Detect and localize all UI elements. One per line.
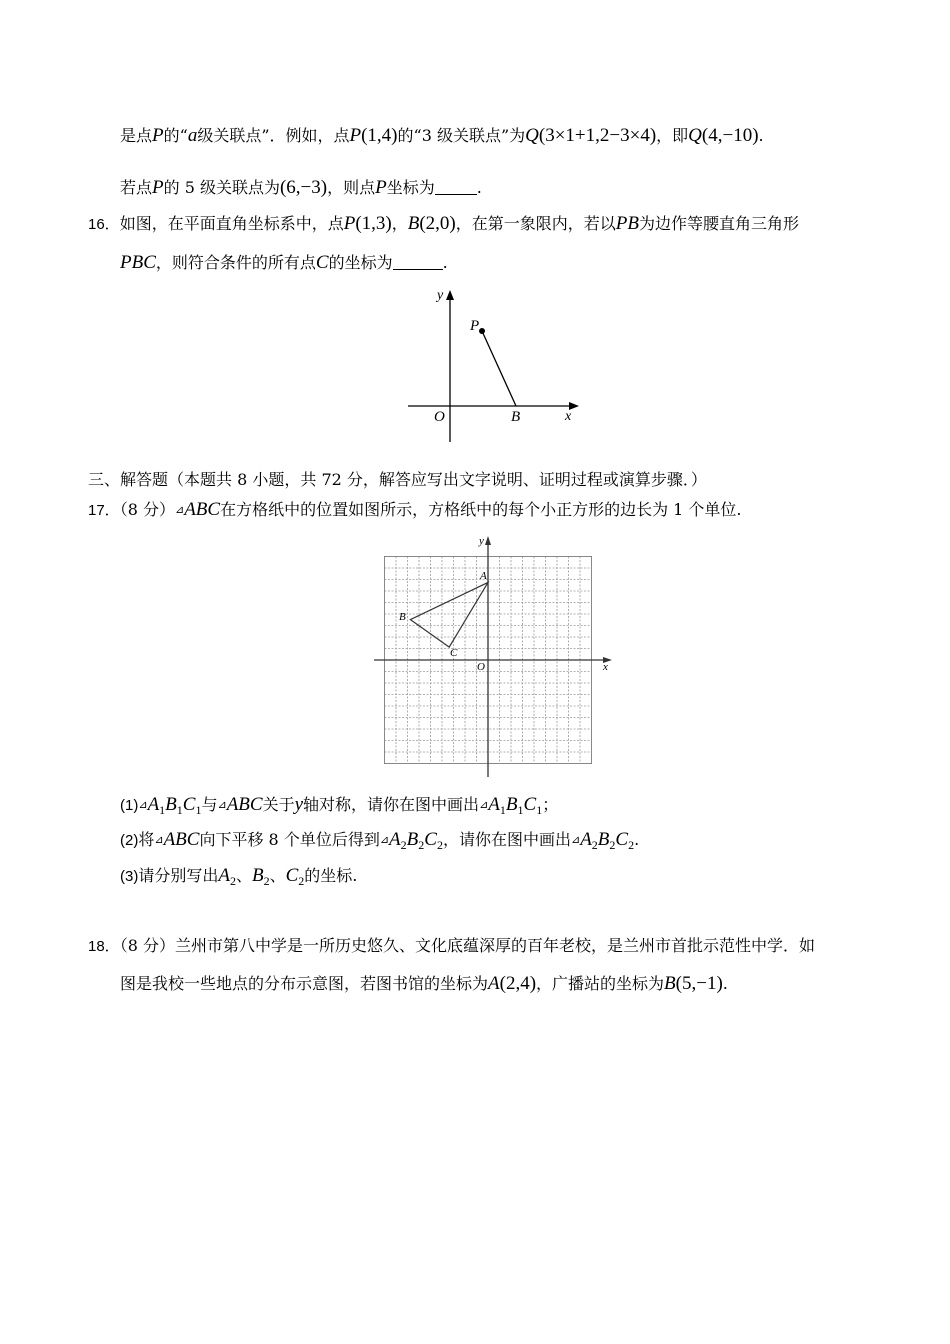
var-A: A: [218, 865, 230, 886]
label-C: C: [450, 647, 458, 659]
subscript: 2: [263, 874, 270, 888]
section-heading: [88, 468, 707, 492]
text: 向下平移 8 个单位后得到: [199, 830, 380, 849]
label-P: P: [470, 318, 480, 334]
text: .: [442, 253, 448, 272]
q16-line2: [120, 251, 448, 275]
text: 坐标为: [386, 178, 435, 197]
label-B: B: [399, 611, 406, 623]
q17-line1: [88, 498, 742, 523]
var-B: B: [505, 794, 518, 815]
q17-part2: [120, 828, 639, 857]
var-B: B: [597, 829, 610, 850]
text: 将: [138, 830, 155, 849]
var-B: B: [406, 829, 419, 850]
var-C: C: [523, 794, 537, 815]
score: （8 分）: [119, 936, 175, 955]
var-B: B: [664, 973, 676, 994]
point-P: [479, 328, 485, 334]
question-number: 18．: [88, 938, 120, 955]
coord-B: (5,−1): [675, 973, 723, 994]
label-O: O: [477, 661, 485, 673]
subscript: 2: [591, 838, 598, 852]
triangle-symbol: ⊿: [217, 798, 227, 811]
y-axis-arrow: [446, 290, 454, 300]
q15-line1: [120, 124, 764, 148]
var-A: A: [580, 829, 592, 850]
var-ABC: ABC: [184, 499, 221, 520]
score: （8 分）: [119, 500, 175, 519]
text: 是点: [120, 126, 153, 145]
var-P: P: [343, 213, 356, 234]
var-P: P: [375, 177, 387, 198]
coord-P: (1,3): [355, 213, 392, 234]
text: 与: [201, 795, 218, 814]
label-y: y: [479, 535, 484, 547]
coord-A: (2,4): [499, 973, 537, 994]
q16-line1: [88, 212, 799, 237]
text: 的“: [163, 126, 188, 145]
var-A: A: [488, 973, 500, 994]
text: ，则点: [327, 178, 376, 197]
label-O: O: [434, 409, 445, 425]
triangle-symbol: ⊿: [570, 833, 581, 846]
label-x: x: [565, 409, 572, 424]
var-P: P: [152, 125, 164, 146]
q17-grid-figure: [370, 532, 620, 782]
subscript: 2: [609, 838, 616, 852]
text: ，请你在图中画出: [442, 830, 571, 849]
text: ，广播站的坐标为: [536, 974, 665, 993]
text: ，即: [656, 126, 689, 145]
coord-Q-expr: (3×1+1,2−3×4): [538, 125, 657, 146]
text: 的“3 级关联点”为: [397, 126, 526, 145]
subscript: 2: [298, 874, 305, 888]
subscript: 1: [517, 803, 524, 817]
label-B: B: [511, 409, 521, 425]
subscript: 2: [436, 838, 443, 852]
part-label: (1): [120, 797, 139, 814]
coord-Q: (4,−10): [701, 125, 759, 146]
text: .: [722, 974, 728, 993]
triangle-symbol: ⊿: [174, 503, 185, 516]
var-Q: Q: [525, 125, 539, 146]
text: 为边作等腰直角三角形: [638, 214, 799, 233]
text: 的 5 级关联点为: [163, 178, 280, 197]
segment-PB: [482, 331, 516, 406]
text: 、: [235, 866, 252, 885]
text: 关于: [262, 795, 295, 814]
text: 、: [269, 866, 286, 885]
text: 的坐标.: [304, 866, 358, 885]
text: .: [634, 830, 640, 849]
var-y: y: [294, 794, 304, 815]
label-A: A: [480, 570, 487, 582]
text: ；: [542, 795, 559, 814]
var-A: A: [389, 829, 401, 850]
q16-figure: [400, 284, 590, 446]
var-A: A: [488, 794, 500, 815]
triangle-symbol: ⊿: [379, 833, 390, 846]
text: 请分别写出: [138, 866, 219, 885]
subscript: 2: [628, 838, 635, 852]
subscript: 2: [400, 838, 407, 852]
var-PB: PB: [615, 213, 639, 234]
var-P: P: [349, 125, 362, 146]
var-a: a: [187, 125, 198, 146]
text: 图是我校一些地点的分布示意图，若图书馆的坐标为: [120, 974, 489, 993]
var-PBC: PBC: [120, 252, 156, 273]
text: 轴对称，请你在图中画出: [303, 795, 480, 814]
text: 若点: [120, 178, 153, 197]
label-x: x: [603, 661, 608, 673]
subscript: 1: [195, 803, 202, 817]
var-C: C: [285, 865, 299, 886]
var-B: B: [165, 794, 177, 815]
var-P: P: [152, 177, 164, 198]
text: .: [758, 126, 764, 145]
question-number: 16．: [88, 216, 120, 233]
var-C: C: [615, 829, 629, 850]
answer-blank: [393, 253, 443, 270]
text: ，则符合条件的所有点: [155, 253, 316, 272]
label-y: y: [437, 288, 444, 303]
y-axis-arrow: [485, 536, 491, 545]
q17-part1: [120, 793, 558, 822]
q18-line2: [120, 972, 728, 996]
text: 在方格纸中的位置如图所示，方格纸中的每个小正方形的边长为 1 个单位.: [220, 500, 742, 519]
subscript: 1: [499, 803, 506, 817]
var-C: C: [182, 794, 196, 815]
var-B: B: [251, 865, 264, 886]
text: 如图，在平面直角坐标系中，点: [119, 214, 344, 233]
text: 级关联点”．例如，点: [197, 126, 350, 145]
q18-line1: [88, 934, 815, 959]
var-C: C: [424, 829, 437, 850]
coord-P: (1,4): [361, 125, 398, 146]
subscript: 1: [176, 803, 183, 817]
q15-line2: [120, 176, 482, 200]
var-ABC: ABC: [226, 794, 263, 815]
coord: (6,−3): [279, 177, 328, 198]
var-B: B: [407, 213, 420, 234]
triangle-symbol: ⊿: [154, 833, 164, 846]
triangle-symbol: ⊿: [138, 798, 148, 811]
part-label: (3): [120, 868, 139, 885]
part-label: (2): [120, 832, 139, 849]
coord-B: (2,0): [419, 213, 456, 234]
q17-part3: [120, 864, 357, 893]
var-Q: Q: [688, 125, 702, 146]
question-number: 17．: [88, 502, 120, 519]
text: ，在第一象限内，若以: [455, 214, 616, 233]
subscript: 2: [418, 838, 425, 852]
var-A: A: [147, 794, 160, 815]
var-C: C: [315, 252, 329, 273]
heading-text: 三、解答题（本题共 8 小题，共 72 分，解答应写出文字说明、证明过程或演算步骤．）: [88, 470, 707, 489]
text: 兰州市第八中学是一所历史悠久、文化底蕴深厚的百年老校，是兰州市首批示范性中学．如: [174, 936, 815, 955]
text: 的坐标为: [328, 253, 393, 272]
text: ，: [391, 214, 408, 233]
var-ABC: ABC: [163, 829, 200, 850]
subscript: 1: [159, 803, 166, 817]
subscript: 2: [229, 874, 236, 888]
subscript: 1: [536, 803, 543, 817]
triangle-symbol: ⊿: [479, 798, 489, 811]
answer-blank: [435, 178, 477, 195]
text: .: [476, 178, 482, 197]
